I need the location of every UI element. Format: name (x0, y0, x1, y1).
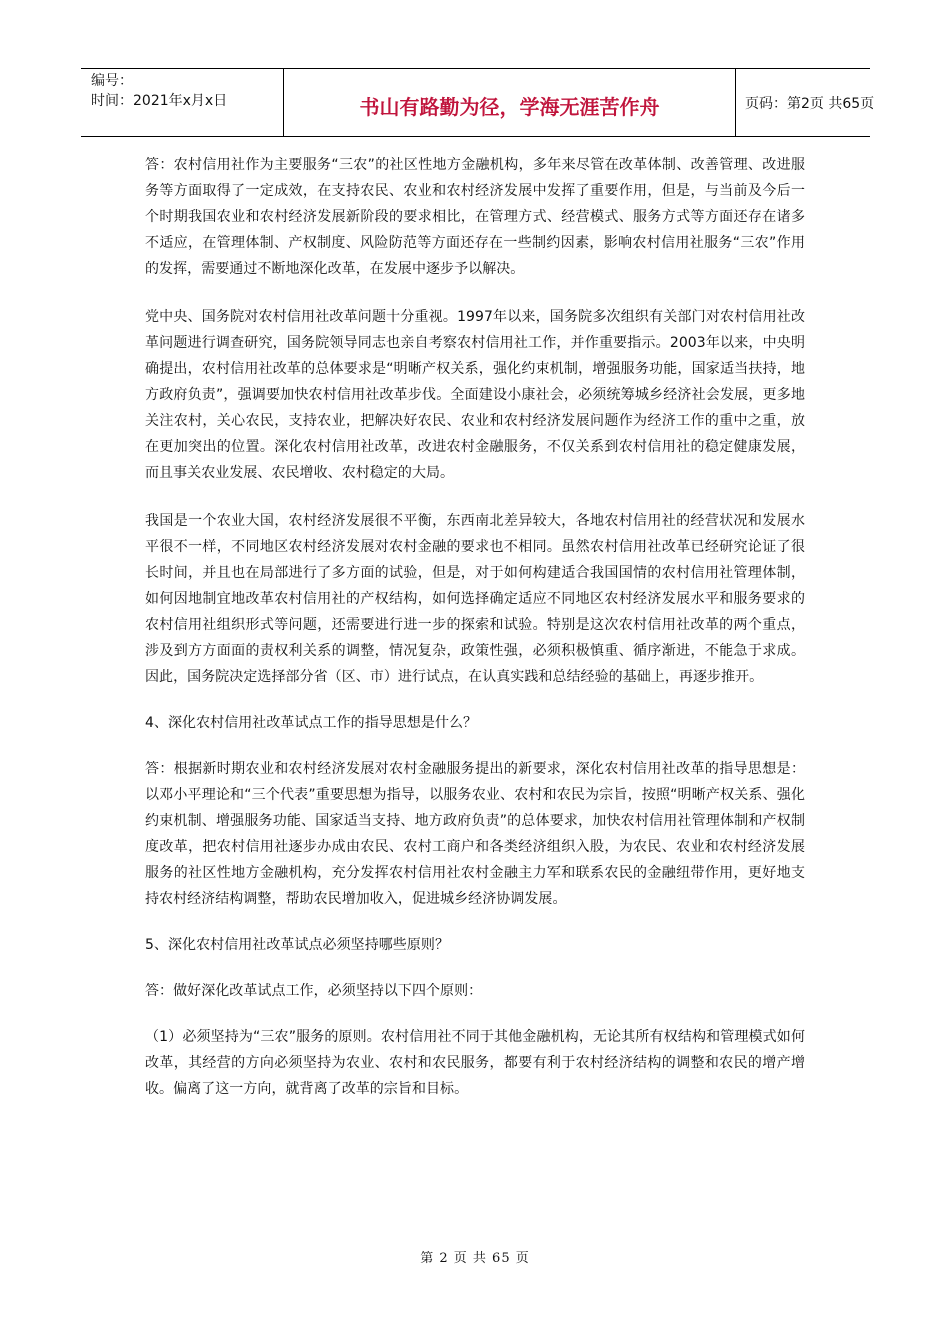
question-5-heading: 5、深化农村信用社改革试点必须坚持哪些原则？ (145, 937, 450, 953)
answer-5-intro: 答：做好深化改革试点工作，必须坚持以下四个原则： (145, 983, 483, 999)
answer-4-paragraph: 答：根据新时期农业和农村经济发展对农村金融服务提出的新要求，深化农村信用社改革的指导思想是：以邓小平理论和“三个代表”重要思想为指导，以服务农业、农村和农民为宗旨，按照“明晰产权关系、强化约束机制、增强服务功能、国家适当支持、地方政府负责”的总体要求，加快农村信用社管理体制和产权制度改革，把农村信用社逐步办成由农民、农村工商户和各类经济组织入股，为农民、农业和农村经济发展服务的社区性地方金融机构，充分发挥农村信用社农村金融主力军和联系农民的金融纽带作用，更好地支持农村经济结构调整，帮助农民增加收入，促进城乡经济协调发展。 (145, 761, 805, 907)
document-header (81, 68, 875, 137)
document-body (145, 152, 805, 1102)
header-right-cell (735, 69, 875, 136)
document-number-label: 编号： (91, 73, 133, 89)
question-4-heading: 4、深化农村信用社改革试点工作的指导思想是什么？ (145, 715, 478, 731)
page-footer: 第 2 页 共 65 页 (420, 1251, 530, 1266)
answer-paragraph-1: 答：农村信用社作为主要服务“三农”的社区性地方金融机构，多年来尽管在改革体制、改善管理、改进服务等方面取得了一定成效，在支持农民、农业和农村经济发展中发挥了重要作用，但是，与当前及今后一个时期我国农业和农村经济发展新阶段的要求相比，在管理方式、经营模式、服务方式等方面还存在诸多不适应，在管理体制、产权制度、风险防范等方面还存在一些制约因素，影响农村信用社服务“三农”作用的发挥，需要通过不断地深化改革，在发展中逐步予以解决。 (145, 157, 805, 277)
document-time-label: 时间：2021年x月x日 (91, 93, 228, 109)
header-page-code: 页码：第2页 共65页 (745, 96, 875, 112)
principle-1-paragraph: （1）必须坚持为“三农”服务的原则。农村信用社不同于其他金融机构，无论其所有权结构和管理模式如何改革，其经营的方向必须坚持为农业、农村和农民服务，都要有利于农村经济结构的调整和农民的增产增收。偏离了这一方向，就背离了改革的宗旨和目标。 (145, 1029, 805, 1097)
answer-paragraph-2: 党中央、国务院对农村信用社改革问题十分重视。1997年以来，国务院多次组织有关部门对农村信用社改革问题进行调查研究，国务院领导同志也亲自考察农村信用社工作，并作重要指示。2003年以来，中央明确提出，农村信用社改革的总体要求是“明晰产权关系，强化约束机制，增强服务功能，国家适当扶持，地方政府负责”，强调要加快农村信用社改革步伐。全面建设小康社会，必须统筹城乡经济社会发展，更多地关注农村，关心农民，支持农业，把解决好农民、农业和农村经济发展问题作为经济工作的重中之重，放在更加突出的位置。深化农村信用社改革，改进农村金融服务，不仅关系到农村信用社的稳定健康发展，而且事关农业发展、农民增收、农村稳定的大局。 (145, 309, 805, 481)
header-left-cell (81, 69, 283, 136)
answer-paragraph-3: 我国是一个农业大国，农村经济发展很不平衡，东西南北差异较大，各地农村信用社的经营状况和发展水平很不一样，不同地区农村经济发展对农村金融的要求也不相同。虽然农村信用社改革已经研究论证了很长时间，并且也在局部进行了多方面的试验，但是，对于如何构建适合我国国情的农村信用社管理体制，如何因地制宜地改革农村信用社的产权结构，如何选择确定适应不同地区农村经济发展水平和服务要求的农村信用社组织形式等问题，还需要进行进一步的探索和试验。特别是这次农村信用社改革的两个重点，涉及到方方面面的责权利关系的调整，情况复杂，政策性强，必须积极慎重、循序渐进，不能急于求成。因此，国务院决定选择部分省（区、市）进行试点，在认真实践和总结经验的基础上，再逐步推开。 (145, 513, 805, 685)
header-motto: 书山有路勤为径，学海无涯苦作舟 (359, 95, 660, 119)
header-middle-cell (283, 69, 736, 136)
